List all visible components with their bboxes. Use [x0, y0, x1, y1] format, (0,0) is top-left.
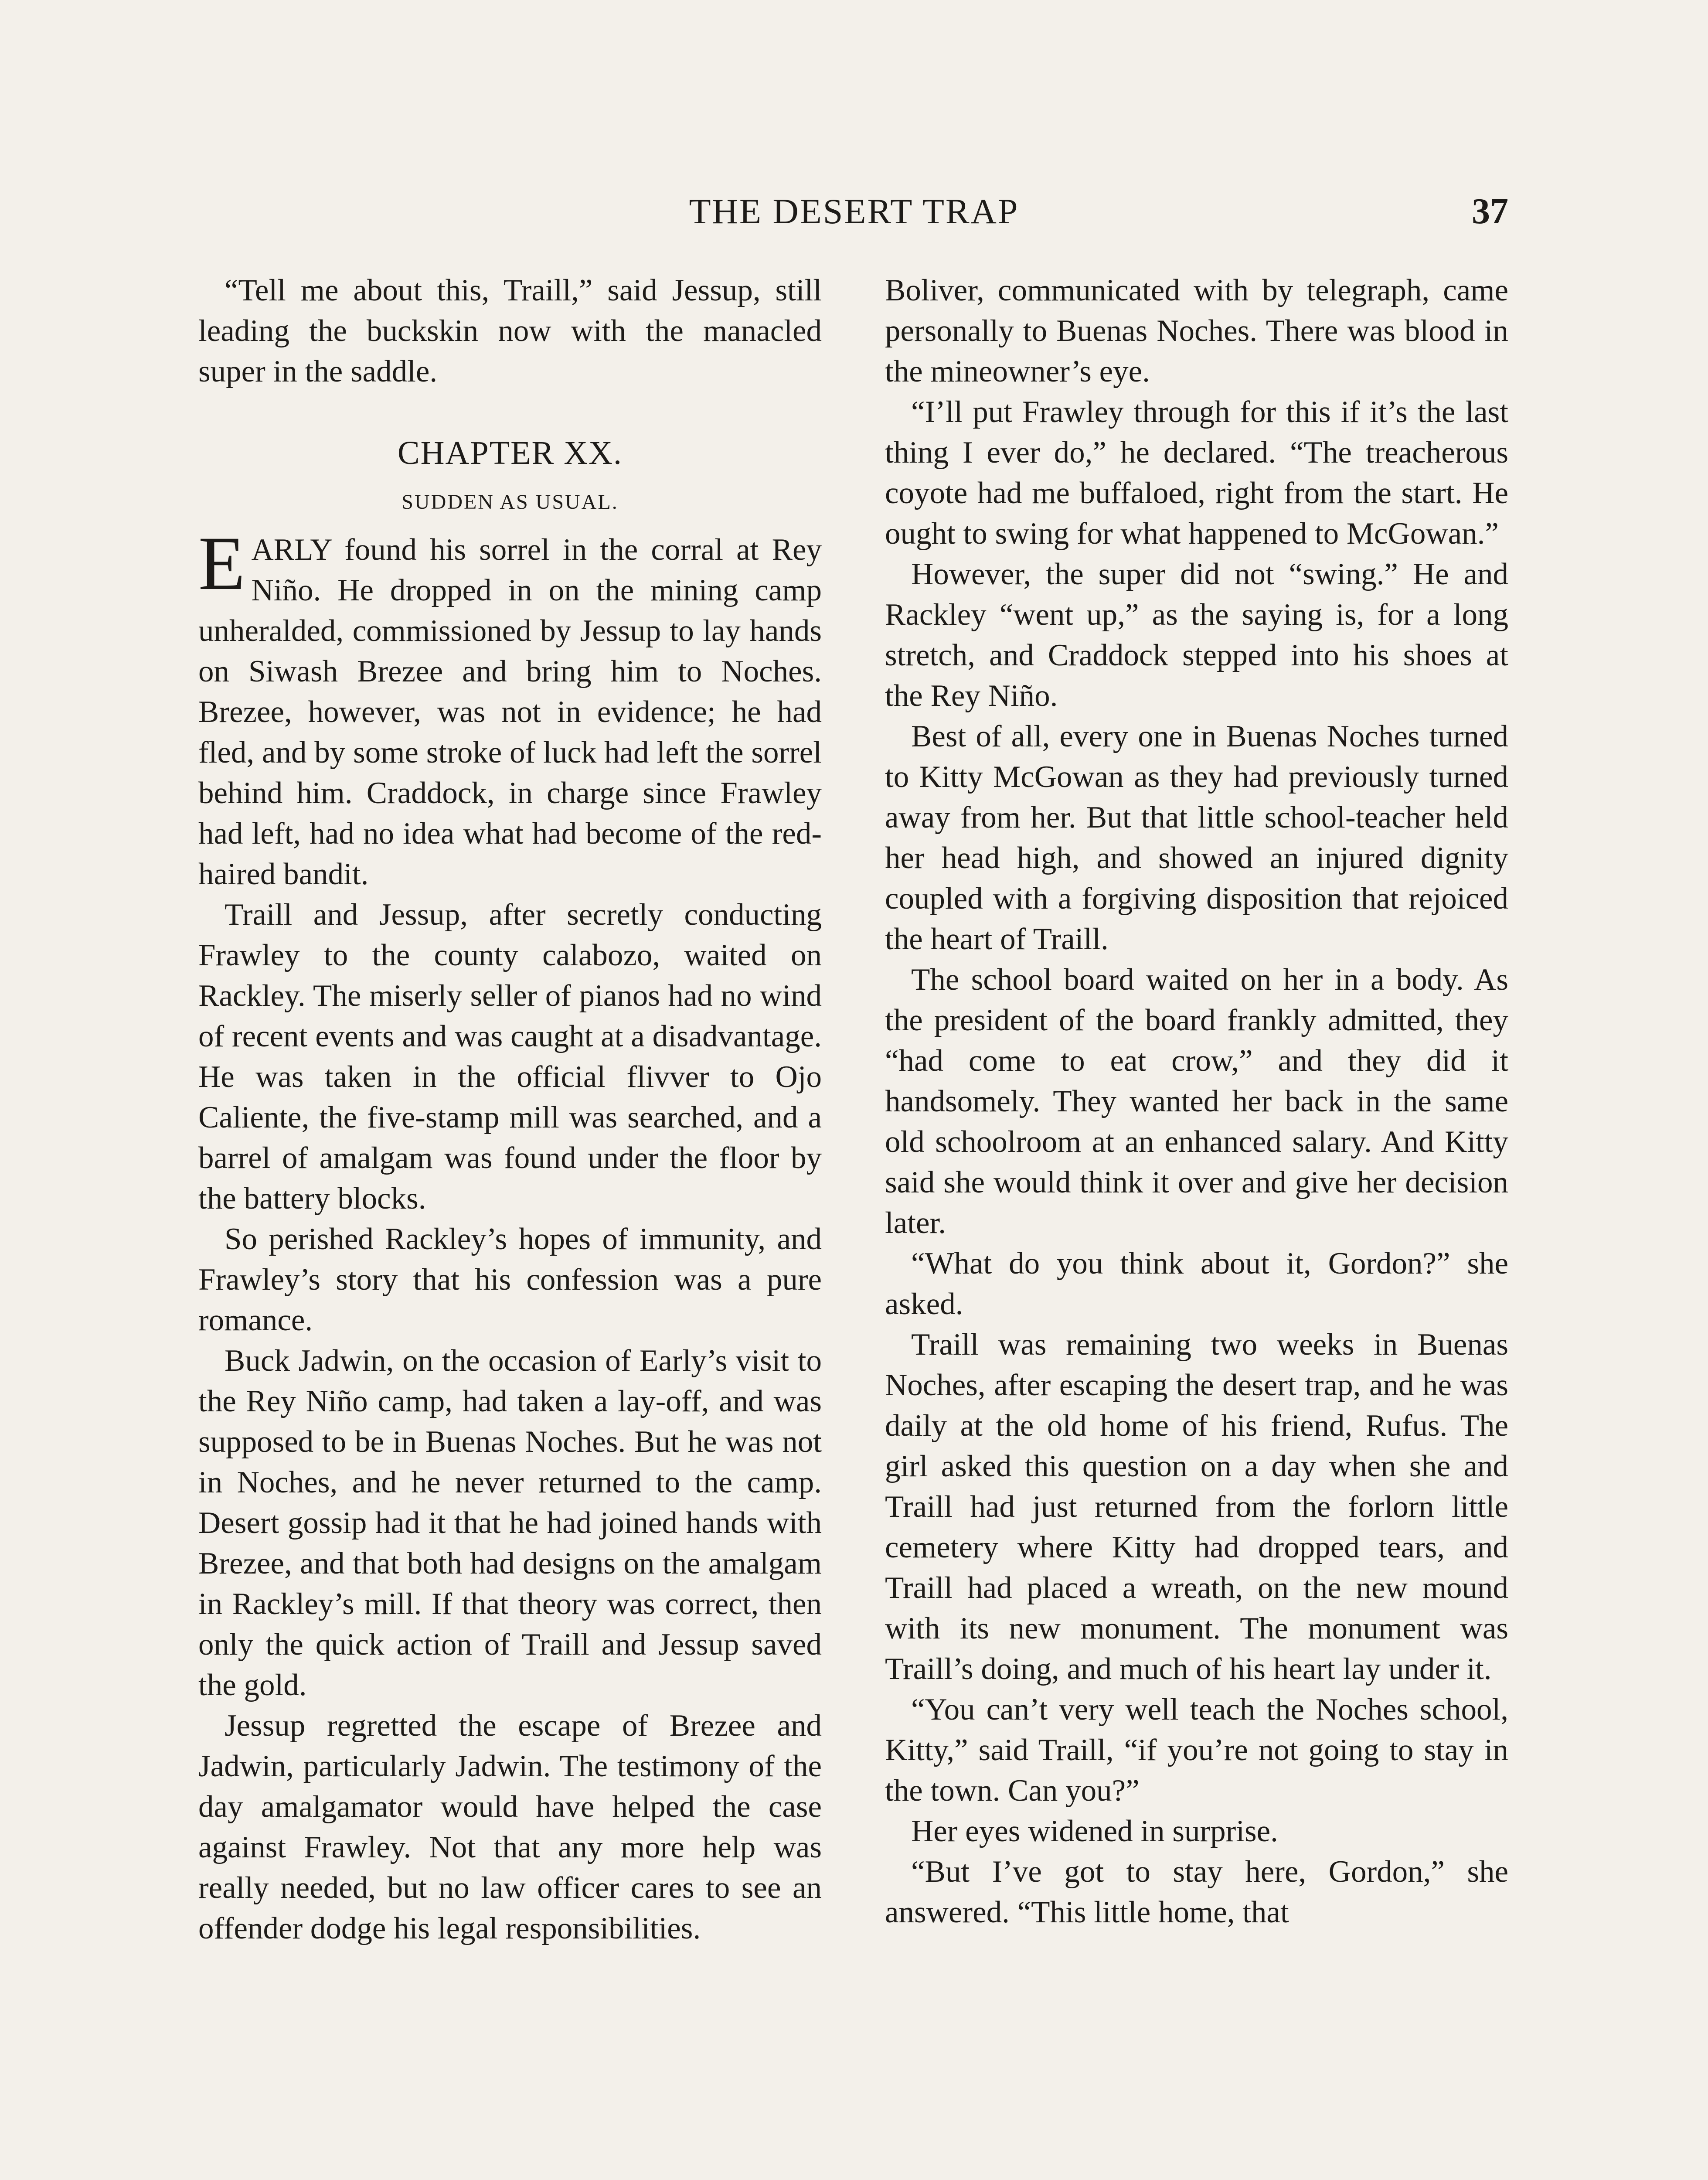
drop-cap: E	[198, 521, 245, 606]
paragraph: Boliver, communicated with by telegraph, came personally to Buenas Noches. There was blood in the mineowner’s eye.	[885, 273, 1508, 388]
paragraph-text: ARLY found his sorrel in the corral at Rey Niño. He dropped in on the mining camp unheralded, commissioned by Jessup to lay hands on Siwash Brezee and bring him to Noches. Brezee, however, was not in evidence; he had fled, and by some stroke of luck had left the sorrel behind him. Craddock, in charge since Frawley had left, had no idea what had become of the red-haired bandit.	[198, 533, 822, 891]
chapter-title: CHAPTER XX.	[397, 435, 623, 471]
running-head	[0, 187, 1708, 235]
paragraph: “You can’t very well teach the Noches school, Kitty,” said Traill, “if you’re not going to stay in the town. Can you?”	[885, 1693, 1508, 1808]
paragraph: Traill was remaining two weeks in Buenas Noches, after escaping the desert trap, and he was daily at the old home of his friend, Rufus. The girl asked this question on a day when she and Traill had just returned from the forlorn little cemetery where Kitty had dropped tears, and Traill had placed a wreath, on the new mound with its new monument. The monument was Traill’s doing, and much of his heart lay under it.	[885, 1328, 1508, 1686]
paragraph: “What do you think about it, Gordon?” she asked.	[885, 1247, 1508, 1321]
right-column	[885, 270, 1508, 1933]
paragraph: “Tell me about this, Traill,” said Jessup, still leading the buckskin now with the manacled super in the saddle.	[198, 273, 822, 388]
paragraph: However, the super did not “swing.” He and Rackley “went up,” as the saying is, for a long stretch, and Craddock stepped into his shoes at the Rey Niño.	[885, 557, 1508, 713]
paragraph: Her eyes widened in surprise.	[911, 1814, 1278, 1848]
chapter-opening-paragraph	[198, 521, 822, 895]
paragraph: Buck Jadwin, on the occasion of Early’s visit to the Rey Niño camp, had taken a lay-off, and was supposed to be in Buenas Noches. But he was not in Noches, and he never returned to the camp. Desert gossip had it that he had joined hands with Brezee, and that both had designs on the amalgam in Rackley’s mill. If that theory was correct, then only the quick action of Traill and Jessup saved the gold.	[198, 1344, 822, 1702]
paragraph: So perished Rackley’s hopes of immunity, and Frawley’s story that his confession was a pure romance.	[198, 1222, 822, 1337]
left-column	[198, 270, 822, 1949]
chapter-subtitle: SUDDEN AS USUAL.	[401, 490, 619, 514]
page-number: 37	[1472, 191, 1508, 232]
running-title: THE DESERT TRAP	[689, 191, 1019, 231]
paragraph: Traill and Jessup, after secretly conducting Frawley to the county calabozo, waited on Rackley. The miserly seller of pianos had no wind of recent events and was caught at a disadvantage. He was taken in the official flivver to Ojo Caliente, the five-stamp mill was searched, and a barrel of amalgam was found under the floor by the battery blocks.	[198, 898, 822, 1216]
paragraph: Jessup regretted the escape of Brezee and Jadwin, particularly Jadwin. The testimony of the day amalgamator would have helped the case against Frawley. Not that any more help was really needed, but no law officer cares to see an offender dodge his legal responsibilities.	[198, 1709, 822, 1945]
paragraph: Best of all, every one in Buenas Noches turned to Kitty McGowan as they had previously turned away from her. But that little school-teacher held her head high, and showed an injured dignity coupled with a forgiving disposition that rejoiced the heart of Traill.	[885, 719, 1508, 956]
paragraph: “But I’ve got to stay here, Gordon,” she answered. “This little home, that	[885, 1855, 1508, 1929]
paragraph: The school board waited on her in a body. As the president of the board frankly admitted, they “had come to eat crow,” and they did it handsomely. They wanted her back in the same old schoolroom at an enhanced salary. And Kitty said she would think it over and give her decision later.	[885, 963, 1508, 1240]
paragraph: “I’ll put Frawley through for this if it’s the last thing I ever do,” he declared. “The treacherous coyote had me buffaloed, right from the start. He ought to swing for what happened to McGowan.”	[885, 395, 1508, 551]
